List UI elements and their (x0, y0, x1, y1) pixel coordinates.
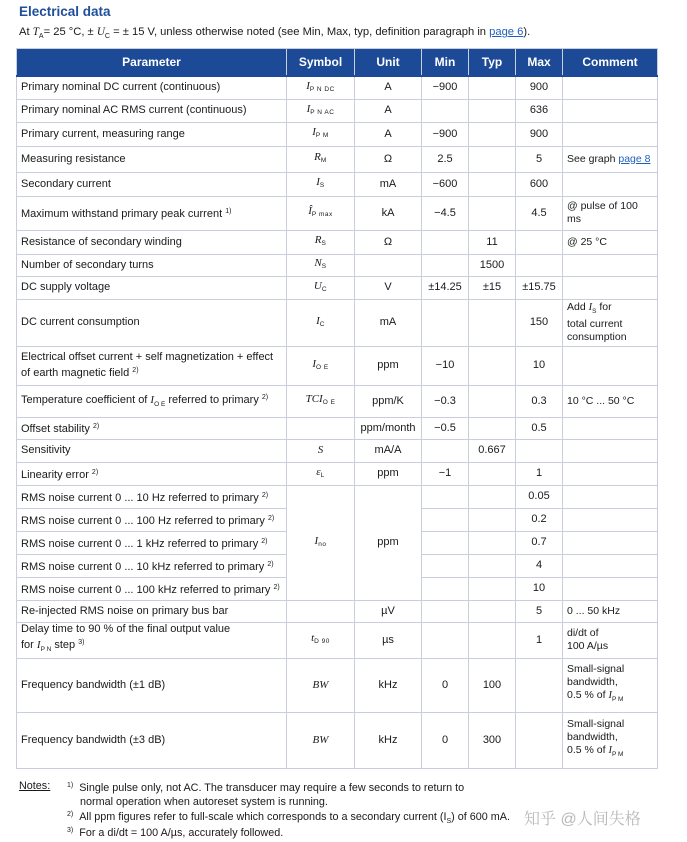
comment-cell: 10 °C ... 50 °C (563, 385, 658, 417)
symbol-cell: $I_{O E}$ (287, 346, 355, 385)
max-cell: 10 (516, 346, 563, 385)
parameter-cell: Primary nominal DC current (continuous) (17, 76, 287, 99)
symbol-cell: $\varepsilon_L$ (287, 462, 355, 485)
table-row (17, 600, 658, 622)
max-cell: 5 (516, 600, 563, 622)
max-cell: 636 (516, 99, 563, 122)
max-cell: 0.3 (516, 385, 563, 417)
test-conditions: At $T_A= 25$ °C, ± $U_C$ = ± 15 V, unless otherwise noted (see Min, Max, typ, definition paragraph in page 6). (19, 26, 531, 41)
parameter-cell: Sensitivity (17, 439, 287, 462)
col-header-parameter: Parameter (17, 49, 287, 77)
electrical-data-table (16, 48, 658, 769)
parameter-cell: Primary nominal AC RMS current (continuous) (17, 99, 287, 122)
unit-cell: kHz (355, 712, 422, 768)
max-cell: 0.2 (516, 508, 563, 531)
comment-cell (563, 122, 658, 146)
unit-cell: mA (355, 299, 422, 346)
unit-cell (355, 254, 422, 276)
typ-cell (469, 99, 516, 122)
parameter-cell: RMS noise current 0 ... 10 kHz referred to primary $^{2)}$ (17, 554, 287, 577)
max-cell: 5 (516, 146, 563, 172)
page-6-link[interactable]: page 6 (489, 26, 524, 38)
symbol-cell (287, 417, 355, 439)
unit-cell: µs (355, 622, 422, 658)
comment-cell (563, 554, 658, 577)
min-cell: −0.5 (422, 417, 469, 439)
table-row (17, 122, 658, 146)
symbol-cell: BW (287, 658, 355, 712)
parameter-cell: Maximum withstand primary peak current $^{1)}$ (17, 196, 287, 230)
unit-cell: V (355, 276, 422, 299)
comment-cell: 0 ... 50 kHz (563, 600, 658, 622)
comment-cell: @ 25 °C (563, 230, 658, 254)
unit-cell: µV (355, 600, 422, 622)
section-title: Electrical data (19, 4, 111, 19)
col-header-comment: Comment (563, 49, 658, 77)
parameter-cell: Primary current, measuring range (17, 122, 287, 146)
min-cell (422, 554, 469, 577)
min-cell (422, 99, 469, 122)
comment-cell (563, 254, 658, 276)
note-1: $^{1)}$ Single pulse only, not AC. The transducer may require a few seconds to return to normal operation when autoreset system is running. (67, 782, 465, 808)
table-row (17, 462, 658, 485)
max-cell: 900 (516, 122, 563, 146)
table-row (17, 712, 658, 768)
typ-cell (469, 146, 516, 172)
comment-cell (563, 417, 658, 439)
min-cell (422, 600, 469, 622)
parameter-cell: RMS noise current 0 ... 100 kHz referred to primary $^{2)}$ (17, 577, 287, 600)
typ-cell (469, 76, 516, 99)
watermark: 知乎 @人间失格 (524, 811, 641, 828)
symbol-cell: $I_{P M}$ (287, 122, 355, 146)
min-cell (422, 508, 469, 531)
typ-cell (469, 485, 516, 508)
symbol-cell: $R_M$ (287, 146, 355, 172)
table-row (17, 385, 658, 417)
max-cell: 150 (516, 299, 563, 346)
typ-cell: 1500 (469, 254, 516, 276)
comment-cell (563, 172, 658, 196)
parameter-cell: Frequency bandwidth (±1 dB) (17, 658, 287, 712)
max-cell (516, 658, 563, 712)
min-cell: 0 (422, 712, 469, 768)
parameter-cell: Linearity error $^{2)}$ (17, 462, 287, 485)
min-cell (422, 622, 469, 658)
typ-cell (469, 462, 516, 485)
parameter-cell: Secondary current (17, 172, 287, 196)
unit-cell: Ω (355, 230, 422, 254)
min-cell: −4.5 (422, 196, 469, 230)
unit-cell: A (355, 76, 422, 99)
table-row (17, 146, 658, 172)
unit-cell: ppm/K (355, 385, 422, 417)
table-row (17, 276, 658, 299)
comment-cell (563, 577, 658, 600)
typ-cell: ±15 (469, 276, 516, 299)
parameter-cell: RMS noise current 0 ... 100 Hz referred to primary $^{2)}$ (17, 508, 287, 531)
table-row (17, 254, 658, 276)
table-row (17, 622, 658, 658)
typ-cell (469, 622, 516, 658)
unit-cell: A (355, 122, 422, 146)
note-2: $^{2)}$ All ppm figures refer to full-scale which corresponds to a secondary current $(I_S)$ of 600 mA. (67, 811, 510, 826)
comment-cell (563, 346, 658, 385)
table-row (17, 485, 658, 508)
comment-cell (563, 276, 658, 299)
comment-cell: Add $I_S$ for total current consumption (563, 299, 658, 346)
unit-cell: A (355, 99, 422, 122)
comment-cell: Small-signal bandwidth, 0.5 % of $I_{P M}$ (563, 712, 658, 768)
comment-cell (563, 99, 658, 122)
table-row (17, 230, 658, 254)
parameter-cell: Number of secondary turns (17, 254, 287, 276)
table-header-row (17, 49, 658, 77)
typ-cell (469, 172, 516, 196)
min-cell: −600 (422, 172, 469, 196)
table-row (17, 346, 658, 385)
col-header-symbol: Symbol (287, 49, 355, 77)
unit-cell: kHz (355, 658, 422, 712)
typ-cell (469, 600, 516, 622)
unit-cell: kA (355, 196, 422, 230)
table-row (17, 417, 658, 439)
max-cell: 4.5 (516, 196, 563, 230)
symbol-cell: $I_S$ (287, 172, 355, 196)
table-row (17, 439, 658, 462)
symbol-cell: BW (287, 712, 355, 768)
max-cell (516, 439, 563, 462)
unit-cell: ppm (355, 485, 422, 600)
col-header-typ: Typ (469, 49, 516, 77)
max-cell: 0.05 (516, 485, 563, 508)
typ-cell (469, 196, 516, 230)
parameter-cell: DC supply voltage (17, 276, 287, 299)
max-cell: 10 (516, 577, 563, 600)
parameter-cell: Re-injected RMS noise on primary bus bar (17, 600, 287, 622)
table-row (17, 299, 658, 346)
symbol-cell: $I_{no}$ (287, 485, 355, 600)
parameter-cell: DC current consumption (17, 299, 287, 346)
typ-cell (469, 299, 516, 346)
comment-cell (563, 508, 658, 531)
typ-cell: 0.667 (469, 439, 516, 462)
symbol-cell: $U_C$ (287, 276, 355, 299)
comment-cell (563, 485, 658, 508)
col-header-min: Min (422, 49, 469, 77)
max-cell: 600 (516, 172, 563, 196)
typ-cell (469, 122, 516, 146)
min-cell: −900 (422, 76, 469, 99)
max-cell: 1 (516, 622, 563, 658)
comment-cell (563, 531, 658, 554)
col-header-unit: Unit (355, 49, 422, 77)
unit-cell: mA (355, 172, 422, 196)
min-cell: −10 (422, 346, 469, 385)
parameter-cell: RMS noise current 0 ... 1 kHz referred to primary $^{2)}$ (17, 531, 287, 554)
comment-cell: See graph page 8 (563, 146, 658, 172)
min-cell (422, 439, 469, 462)
unit-cell: ppm/month (355, 417, 422, 439)
comment-cell (563, 439, 658, 462)
typ-cell: 100 (469, 658, 516, 712)
max-cell: 1 (516, 462, 563, 485)
comment-cell: @ pulse of 100 ms (563, 196, 658, 230)
max-cell (516, 230, 563, 254)
symbol-cell: $t_{D 90}$ (287, 622, 355, 658)
typ-cell (469, 417, 516, 439)
typ-cell (469, 554, 516, 577)
parameter-cell: Offset stability $^{2)}$ (17, 417, 287, 439)
table-row (17, 196, 658, 230)
typ-cell (469, 346, 516, 385)
symbol-cell: $I_{P N AC}$ (287, 99, 355, 122)
max-cell: 4 (516, 554, 563, 577)
max-cell: 0.5 (516, 417, 563, 439)
max-cell (516, 712, 563, 768)
typ-cell (469, 577, 516, 600)
typ-cell: 11 (469, 230, 516, 254)
min-cell (422, 531, 469, 554)
parameter-cell: Temperature coefficient of $I_{O E}$ referred to primary $^{2)}$ (17, 385, 287, 417)
unit-cell: mA/A (355, 439, 422, 462)
max-cell: ±15.75 (516, 276, 563, 299)
table-row (17, 99, 658, 122)
min-cell: 2.5 (422, 146, 469, 172)
min-cell: −0.3 (422, 385, 469, 417)
max-cell: 0.7 (516, 531, 563, 554)
min-cell (422, 230, 469, 254)
min-cell (422, 299, 469, 346)
table-row (17, 172, 658, 196)
parameter-cell: Electrical offset current + self magnetization + effect of earth magnetic field $^{2)}$ (17, 346, 287, 385)
min-cell (422, 577, 469, 600)
table-row (17, 76, 658, 99)
unit-cell: ppm (355, 462, 422, 485)
notes-label: Notes: (19, 780, 51, 792)
comment-cell (563, 462, 658, 485)
col-header-max: Max (516, 49, 563, 77)
parameter-cell: Resistance of secondary winding (17, 230, 287, 254)
comment-page-link[interactable]: page 8 (618, 152, 651, 165)
max-cell: 900 (516, 76, 563, 99)
typ-cell (469, 385, 516, 417)
parameter-cell: RMS noise current 0 ... 10 Hz referred to primary $^{2)}$ (17, 485, 287, 508)
typ-cell (469, 508, 516, 531)
symbol-cell: $N_S$ (287, 254, 355, 276)
symbol-cell: $Î_{P max}$ (287, 196, 355, 230)
min-cell: ±14.25 (422, 276, 469, 299)
parameter-cell: Delay time to 90 % of the final output value for $I_{P N}$ step $^{3)}$ (17, 622, 287, 658)
max-cell (516, 254, 563, 276)
comment-cell: Small-signal bandwidth, 0.5 % of $I_{P M}$ (563, 658, 658, 712)
table-row (17, 658, 658, 712)
symbol-cell: S (287, 439, 355, 462)
typ-cell (469, 531, 516, 554)
symbol-cell: $I_C$ (287, 299, 355, 346)
min-cell (422, 254, 469, 276)
symbol-cell: $R_S$ (287, 230, 355, 254)
min-cell (422, 485, 469, 508)
symbol-cell: $I_{P N DC}$ (287, 76, 355, 99)
min-cell: −900 (422, 122, 469, 146)
comment-cell (563, 76, 658, 99)
parameter-cell: Measuring resistance (17, 146, 287, 172)
note-3: $^{3)}$ For a di/dt = 100 A/µs, accurately followed. (67, 827, 284, 839)
parameter-cell: Frequency bandwidth (±3 dB) (17, 712, 287, 768)
symbol-cell: $TCI_{O E}$ (287, 385, 355, 417)
comment-cell: di/dt of 100 A/µs (563, 622, 658, 658)
symbol-cell (287, 600, 355, 622)
min-cell: −1 (422, 462, 469, 485)
unit-cell: ppm (355, 346, 422, 385)
unit-cell: Ω (355, 146, 422, 172)
typ-cell: 300 (469, 712, 516, 768)
min-cell: 0 (422, 658, 469, 712)
